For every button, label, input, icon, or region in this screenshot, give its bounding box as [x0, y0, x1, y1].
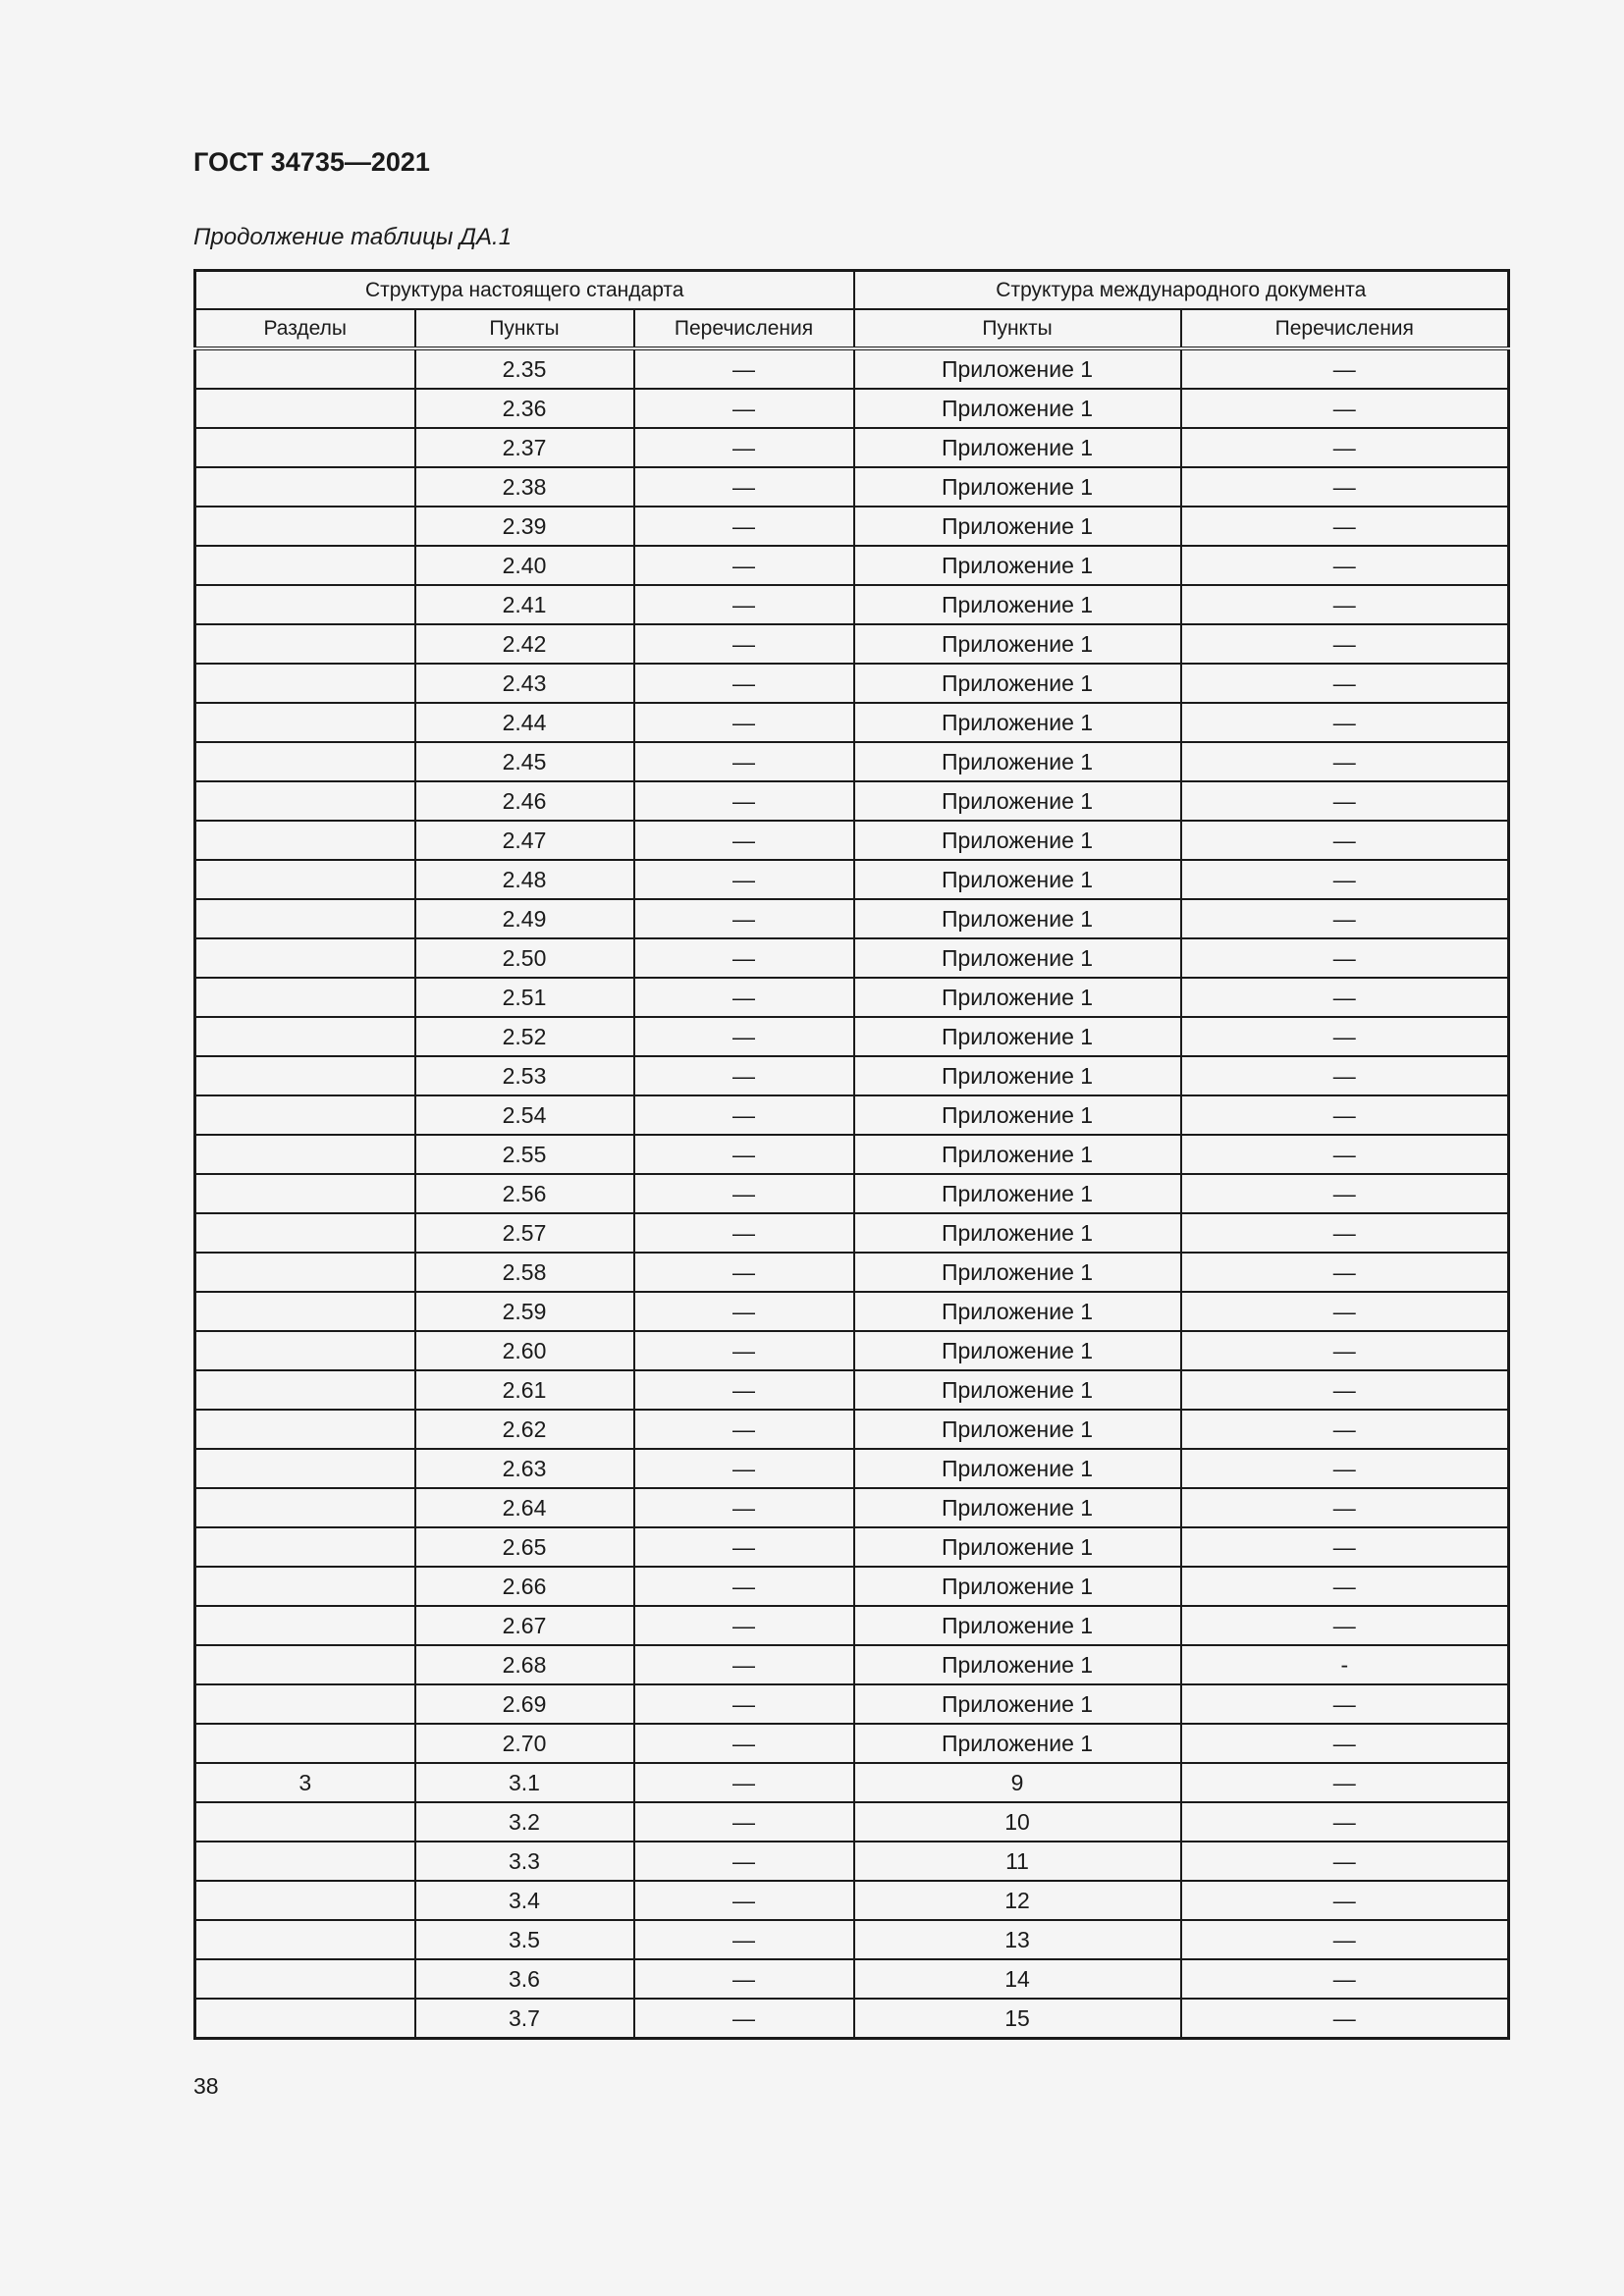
- table-row: [195, 1410, 1509, 1449]
- intl-enumeration-cell: —: [1181, 1684, 1509, 1724]
- table-row: [195, 781, 1509, 821]
- enumeration-cell: —: [634, 1213, 854, 1253]
- section-cell: [195, 428, 415, 467]
- enumeration-cell: —: [634, 703, 854, 742]
- clause-cell: 2.38: [415, 467, 634, 507]
- clause-cell: 2.69: [415, 1684, 634, 1724]
- table-row: [195, 1213, 1509, 1253]
- intl-enumeration-cell: —: [1181, 428, 1509, 467]
- intl-enumeration-cell: —: [1181, 1488, 1509, 1527]
- section-cell: [195, 899, 415, 938]
- column-header-sections: Разделы: [195, 309, 415, 348]
- correspondence-table: [193, 269, 1510, 2040]
- intl-enumeration-cell: —: [1181, 1527, 1509, 1567]
- section-cell: [195, 1842, 415, 1881]
- intl-clause-cell: Приложение 1: [854, 742, 1181, 781]
- intl-enumeration-cell: —: [1181, 624, 1509, 664]
- intl-enumeration-cell: —: [1181, 781, 1509, 821]
- intl-clause-cell: 14: [854, 1959, 1181, 1999]
- intl-clause-cell: Приложение 1: [854, 1135, 1181, 1174]
- table-row: [195, 1802, 1509, 1842]
- intl-enumeration-cell: —: [1181, 1331, 1509, 1370]
- section-cell: [195, 938, 415, 978]
- page-number: 38: [193, 2073, 219, 2099]
- section-cell: [195, 1881, 415, 1920]
- table-row: [195, 1881, 1509, 1920]
- table-row: [195, 624, 1509, 664]
- intl-enumeration-cell: —: [1181, 389, 1509, 428]
- intl-enumeration-cell: —: [1181, 978, 1509, 1017]
- intl-enumeration-cell: —: [1181, 860, 1509, 899]
- section-cell: [195, 1410, 415, 1449]
- intl-clause-cell: Приложение 1: [854, 978, 1181, 1017]
- clause-cell: 2.41: [415, 585, 634, 624]
- enumeration-cell: —: [634, 860, 854, 899]
- table-row: [195, 1959, 1509, 1999]
- enumeration-cell: —: [634, 1802, 854, 1842]
- section-cell: [195, 1959, 415, 1999]
- table-row: [195, 389, 1509, 428]
- section-cell: [195, 860, 415, 899]
- group-header-international-document: Структура международного документа: [854, 271, 1509, 310]
- clause-cell: 3.7: [415, 1999, 634, 2039]
- clause-cell: 2.56: [415, 1174, 634, 1213]
- clause-cell: 2.55: [415, 1135, 634, 1174]
- intl-enumeration-cell: —: [1181, 899, 1509, 938]
- enumeration-cell: —: [634, 1881, 854, 1920]
- intl-enumeration-cell: —: [1181, 1135, 1509, 1174]
- clause-cell: 2.39: [415, 507, 634, 546]
- column-header-intl-enumerations: Перечисления: [1181, 309, 1509, 348]
- intl-clause-cell: 9: [854, 1763, 1181, 1802]
- table-row: [195, 1999, 1509, 2039]
- table-row: [195, 507, 1509, 546]
- intl-enumeration-cell: —: [1181, 1724, 1509, 1763]
- enumeration-cell: —: [634, 1449, 854, 1488]
- clause-cell: 2.61: [415, 1370, 634, 1410]
- enumeration-cell: —: [634, 781, 854, 821]
- table-row: [195, 1527, 1509, 1567]
- clause-cell: 2.63: [415, 1449, 634, 1488]
- intl-clause-cell: 12: [854, 1881, 1181, 1920]
- section-cell: 3: [195, 1763, 415, 1802]
- section-cell: [195, 1488, 415, 1527]
- column-header-intl-clauses: Пункты: [854, 309, 1181, 348]
- intl-clause-cell: Приложение 1: [854, 348, 1181, 389]
- enumeration-cell: —: [634, 1959, 854, 1999]
- intl-enumeration-cell: -: [1181, 1645, 1509, 1684]
- intl-clause-cell: Приложение 1: [854, 1527, 1181, 1567]
- enumeration-cell: —: [634, 978, 854, 1017]
- clause-cell: 3.1: [415, 1763, 634, 1802]
- intl-enumeration-cell: —: [1181, 1567, 1509, 1606]
- section-cell: [195, 1056, 415, 1095]
- section-cell: [195, 585, 415, 624]
- table-row: [195, 1567, 1509, 1606]
- clause-cell: 3.2: [415, 1802, 634, 1842]
- section-cell: [195, 1527, 415, 1567]
- enumeration-cell: —: [634, 1527, 854, 1567]
- intl-clause-cell: Приложение 1: [854, 860, 1181, 899]
- table-row: [195, 546, 1509, 585]
- table-row: [195, 742, 1509, 781]
- clause-cell: 2.67: [415, 1606, 634, 1645]
- enumeration-cell: —: [634, 1763, 854, 1802]
- table-row: [195, 899, 1509, 938]
- enumeration-cell: —: [634, 1410, 854, 1449]
- intl-enumeration-cell: —: [1181, 703, 1509, 742]
- intl-clause-cell: Приложение 1: [854, 1370, 1181, 1410]
- section-cell: [195, 1370, 415, 1410]
- clause-cell: 2.58: [415, 1253, 634, 1292]
- section-cell: [195, 1802, 415, 1842]
- table-caption: Продолжение таблицы ДА.1: [193, 224, 513, 250]
- enumeration-cell: —: [634, 1684, 854, 1724]
- clause-cell: 2.54: [415, 1095, 634, 1135]
- intl-clause-cell: 10: [854, 1802, 1181, 1842]
- enumeration-cell: —: [634, 546, 854, 585]
- clause-cell: 2.62: [415, 1410, 634, 1449]
- enumeration-cell: —: [634, 1253, 854, 1292]
- clause-cell: 2.48: [415, 860, 634, 899]
- clause-cell: 3.4: [415, 1881, 634, 1920]
- enumeration-cell: —: [634, 1842, 854, 1881]
- table-row: [195, 1606, 1509, 1645]
- table-row: [195, 1724, 1509, 1763]
- intl-enumeration-cell: —: [1181, 348, 1509, 389]
- section-cell: [195, 624, 415, 664]
- enumeration-cell: —: [634, 585, 854, 624]
- intl-enumeration-cell: —: [1181, 1213, 1509, 1253]
- section-cell: [195, 821, 415, 860]
- enumeration-cell: —: [634, 389, 854, 428]
- intl-clause-cell: Приложение 1: [854, 703, 1181, 742]
- table-row: [195, 428, 1509, 467]
- section-cell: [195, 1449, 415, 1488]
- section-cell: [195, 1174, 415, 1213]
- intl-enumeration-cell: —: [1181, 1763, 1509, 1802]
- intl-clause-cell: Приложение 1: [854, 1213, 1181, 1253]
- intl-clause-cell: Приложение 1: [854, 821, 1181, 860]
- table-body: [195, 348, 1509, 2039]
- enumeration-cell: —: [634, 1331, 854, 1370]
- enumeration-cell: —: [634, 1606, 854, 1645]
- enumeration-cell: —: [634, 821, 854, 860]
- intl-clause-cell: Приложение 1: [854, 624, 1181, 664]
- intl-clause-cell: Приложение 1: [854, 546, 1181, 585]
- clause-cell: 2.52: [415, 1017, 634, 1056]
- document-title: ГОСТ 34735—2021: [193, 147, 430, 177]
- section-cell: [195, 978, 415, 1017]
- intl-enumeration-cell: —: [1181, 467, 1509, 507]
- section-cell: [195, 742, 415, 781]
- section-cell: [195, 1606, 415, 1645]
- intl-clause-cell: 15: [854, 1999, 1181, 2039]
- section-cell: [195, 1331, 415, 1370]
- table-row: [195, 978, 1509, 1017]
- intl-enumeration-cell: —: [1181, 1253, 1509, 1292]
- clause-cell: 2.50: [415, 938, 634, 978]
- section-cell: [195, 1567, 415, 1606]
- intl-enumeration-cell: —: [1181, 1056, 1509, 1095]
- intl-clause-cell: Приложение 1: [854, 781, 1181, 821]
- section-cell: [195, 1292, 415, 1331]
- table-row: [195, 938, 1509, 978]
- intl-enumeration-cell: —: [1181, 1606, 1509, 1645]
- enumeration-cell: —: [634, 1645, 854, 1684]
- intl-clause-cell: Приложение 1: [854, 1017, 1181, 1056]
- clause-cell: 2.66: [415, 1567, 634, 1606]
- intl-clause-cell: Приложение 1: [854, 428, 1181, 467]
- intl-clause-cell: Приложение 1: [854, 1292, 1181, 1331]
- intl-clause-cell: Приложение 1: [854, 664, 1181, 703]
- table-row: [195, 1763, 1509, 1802]
- enumeration-cell: —: [634, 348, 854, 389]
- intl-clause-cell: Приложение 1: [854, 507, 1181, 546]
- table-row: [195, 860, 1509, 899]
- clause-cell: 2.37: [415, 428, 634, 467]
- section-cell: [195, 1999, 415, 2039]
- intl-enumeration-cell: —: [1181, 1292, 1509, 1331]
- table-row: [195, 1017, 1509, 1056]
- intl-enumeration-cell: —: [1181, 1959, 1509, 1999]
- section-cell: [195, 1920, 415, 1959]
- clause-cell: 2.70: [415, 1724, 634, 1763]
- table-row: [195, 1488, 1509, 1527]
- intl-enumeration-cell: —: [1181, 585, 1509, 624]
- enumeration-cell: —: [634, 1095, 854, 1135]
- clause-cell: 2.57: [415, 1213, 634, 1253]
- intl-clause-cell: Приложение 1: [854, 1056, 1181, 1095]
- clause-cell: 2.49: [415, 899, 634, 938]
- enumeration-cell: —: [634, 507, 854, 546]
- enumeration-cell: —: [634, 664, 854, 703]
- intl-clause-cell: Приложение 1: [854, 1331, 1181, 1370]
- intl-enumeration-cell: —: [1181, 742, 1509, 781]
- intl-clause-cell: Приложение 1: [854, 1174, 1181, 1213]
- section-cell: [195, 1684, 415, 1724]
- section-cell: [195, 1253, 415, 1292]
- enumeration-cell: —: [634, 467, 854, 507]
- clause-cell: 2.64: [415, 1488, 634, 1527]
- table-row: [195, 1449, 1509, 1488]
- section-cell: [195, 703, 415, 742]
- section-cell: [195, 348, 415, 389]
- clause-cell: 2.60: [415, 1331, 634, 1370]
- clause-cell: 2.36: [415, 389, 634, 428]
- clause-cell: 2.46: [415, 781, 634, 821]
- table-row: [195, 467, 1509, 507]
- section-cell: [195, 1645, 415, 1684]
- intl-enumeration-cell: —: [1181, 1920, 1509, 1959]
- intl-enumeration-cell: —: [1181, 1017, 1509, 1056]
- intl-enumeration-cell: —: [1181, 1410, 1509, 1449]
- intl-enumeration-cell: —: [1181, 1370, 1509, 1410]
- intl-clause-cell: 13: [854, 1920, 1181, 1959]
- intl-clause-cell: Приложение 1: [854, 938, 1181, 978]
- enumeration-cell: —: [634, 1567, 854, 1606]
- clause-cell: 2.45: [415, 742, 634, 781]
- clause-cell: 2.51: [415, 978, 634, 1017]
- clause-cell: 2.40: [415, 546, 634, 585]
- clause-cell: 2.65: [415, 1527, 634, 1567]
- section-cell: [195, 1724, 415, 1763]
- table-row: [195, 1370, 1509, 1410]
- section-cell: [195, 664, 415, 703]
- intl-clause-cell: Приложение 1: [854, 1606, 1181, 1645]
- section-cell: [195, 1095, 415, 1135]
- enumeration-cell: —: [634, 1920, 854, 1959]
- enumeration-cell: —: [634, 1292, 854, 1331]
- section-cell: [195, 1213, 415, 1253]
- enumeration-cell: —: [634, 938, 854, 978]
- intl-enumeration-cell: —: [1181, 938, 1509, 978]
- clause-cell: 3.3: [415, 1842, 634, 1881]
- enumeration-cell: —: [634, 742, 854, 781]
- intl-enumeration-cell: —: [1181, 1174, 1509, 1213]
- section-cell: [195, 389, 415, 428]
- intl-enumeration-cell: —: [1181, 1999, 1509, 2039]
- intl-clause-cell: Приложение 1: [854, 1253, 1181, 1292]
- table-row: [195, 348, 1509, 389]
- intl-enumeration-cell: —: [1181, 1842, 1509, 1881]
- table-row: [195, 1920, 1509, 1959]
- clause-cell: 3.6: [415, 1959, 634, 1999]
- clause-cell: 2.44: [415, 703, 634, 742]
- clause-cell: 2.42: [415, 624, 634, 664]
- table-row: [195, 1095, 1509, 1135]
- table-row: [195, 1135, 1509, 1174]
- intl-clause-cell: Приложение 1: [854, 1567, 1181, 1606]
- intl-enumeration-cell: —: [1181, 1095, 1509, 1135]
- table-row: [195, 1253, 1509, 1292]
- enumeration-cell: —: [634, 1135, 854, 1174]
- enumeration-cell: —: [634, 1017, 854, 1056]
- intl-clause-cell: Приложение 1: [854, 1095, 1181, 1135]
- section-cell: [195, 781, 415, 821]
- clause-cell: 2.53: [415, 1056, 634, 1095]
- table-row: [195, 1842, 1509, 1881]
- column-header-clauses: Пункты: [415, 309, 634, 348]
- intl-enumeration-cell: —: [1181, 1449, 1509, 1488]
- clause-cell: 2.47: [415, 821, 634, 860]
- table-row: [195, 1684, 1509, 1724]
- enumeration-cell: —: [634, 1370, 854, 1410]
- intl-clause-cell: Приложение 1: [854, 1449, 1181, 1488]
- intl-clause-cell: Приложение 1: [854, 1724, 1181, 1763]
- intl-clause-cell: Приложение 1: [854, 1410, 1181, 1449]
- intl-enumeration-cell: —: [1181, 546, 1509, 585]
- intl-enumeration-cell: —: [1181, 821, 1509, 860]
- intl-clause-cell: Приложение 1: [854, 1645, 1181, 1684]
- intl-enumeration-cell: —: [1181, 1802, 1509, 1842]
- section-cell: [195, 1017, 415, 1056]
- table-row: [195, 821, 1509, 860]
- intl-enumeration-cell: —: [1181, 507, 1509, 546]
- enumeration-cell: —: [634, 1724, 854, 1763]
- enumeration-cell: —: [634, 899, 854, 938]
- intl-enumeration-cell: —: [1181, 1881, 1509, 1920]
- table-row: [195, 1292, 1509, 1331]
- intl-clause-cell: Приложение 1: [854, 1684, 1181, 1724]
- intl-clause-cell: Приложение 1: [854, 899, 1181, 938]
- table-row: [195, 1056, 1509, 1095]
- column-header-enumerations: Перечисления: [634, 309, 854, 348]
- section-cell: [195, 467, 415, 507]
- section-cell: [195, 546, 415, 585]
- intl-clause-cell: Приложение 1: [854, 585, 1181, 624]
- intl-clause-cell: 11: [854, 1842, 1181, 1881]
- clause-cell: 2.43: [415, 664, 634, 703]
- table-row: [195, 664, 1509, 703]
- enumeration-cell: —: [634, 624, 854, 664]
- section-cell: [195, 507, 415, 546]
- intl-enumeration-cell: —: [1181, 664, 1509, 703]
- enumeration-cell: —: [634, 1056, 854, 1095]
- intl-clause-cell: Приложение 1: [854, 467, 1181, 507]
- table-row: [195, 1331, 1509, 1370]
- intl-clause-cell: Приложение 1: [854, 389, 1181, 428]
- enumeration-cell: —: [634, 1174, 854, 1213]
- table-row: [195, 585, 1509, 624]
- table-row: [195, 703, 1509, 742]
- enumeration-cell: —: [634, 1999, 854, 2039]
- enumeration-cell: —: [634, 428, 854, 467]
- clause-cell: 3.5: [415, 1920, 634, 1959]
- enumeration-cell: —: [634, 1488, 854, 1527]
- clause-cell: 2.59: [415, 1292, 634, 1331]
- group-header-this-standard: Структура настоящего стандарта: [195, 271, 854, 310]
- section-cell: [195, 1135, 415, 1174]
- clause-cell: 2.35: [415, 348, 634, 389]
- table-row: [195, 1174, 1509, 1213]
- clause-cell: 2.68: [415, 1645, 634, 1684]
- table-row: [195, 1645, 1509, 1684]
- intl-clause-cell: Приложение 1: [854, 1488, 1181, 1527]
